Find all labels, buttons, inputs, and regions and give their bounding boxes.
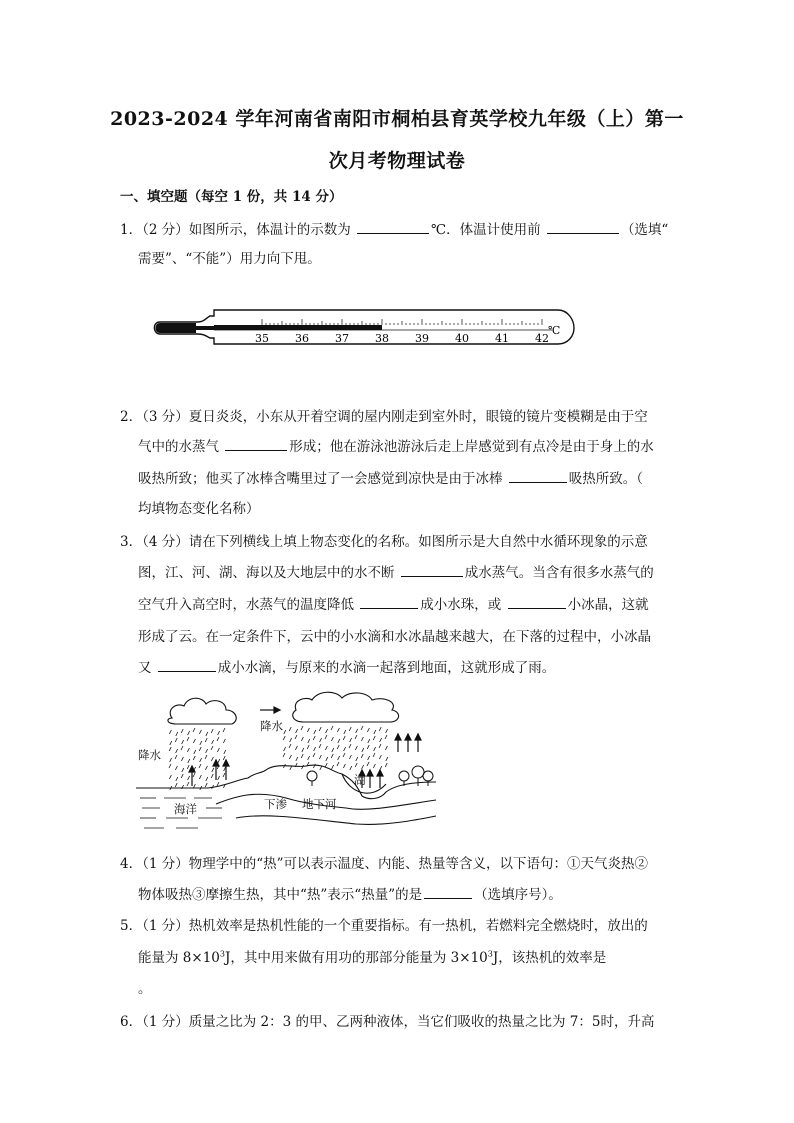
rain-dash — [355, 735, 357, 739]
rain-dash — [385, 763, 387, 767]
rain-dash — [175, 766, 177, 770]
rain-dash — [320, 738, 322, 742]
rain-dash — [373, 736, 375, 740]
q3-line1: 3．（4 分）请在下列横线上填上物态变化的名称。如图所示是大自然中水循环现象的示意 — [120, 534, 648, 550]
q3-text-a: 图，江、河、湖、海以及大地层中的水不断 — [138, 565, 395, 581]
q3-line4: 形成了云。在一定条件下，云中的小水滴和水冰晶越来越大，在下落的过程中，小冰晶 — [138, 629, 651, 645]
rain-dash — [367, 762, 369, 766]
q2-text-d: 吸热所致。（ — [568, 471, 644, 487]
rain-dash — [217, 737, 219, 741]
tick-label: 35 — [255, 332, 269, 345]
rain-dash — [344, 730, 346, 734]
rain-dash — [206, 749, 208, 753]
q5-text-c: J，该热机的效率是 — [492, 950, 607, 966]
rain-dash — [284, 730, 286, 734]
q3-text-b: 成水蒸气。当含有很多水蒸气的 — [464, 565, 654, 581]
rain-dash — [181, 774, 183, 778]
rain-dash — [367, 745, 369, 749]
cloud-top — [293, 692, 399, 722]
q4-blank[interactable] — [424, 884, 472, 899]
rain-dash — [193, 756, 195, 760]
rain-dash — [217, 748, 219, 752]
q6-line1: 6．（1 分）质量之比为 2：3 的甲、乙两种液体，当它们吸收的热量之比为 7：5时，升高 — [120, 1014, 655, 1030]
label-ocean: 海洋 — [174, 802, 197, 816]
rain-dash — [169, 747, 171, 751]
rain-dash — [362, 748, 364, 752]
q3-line2 — [138, 561, 654, 581]
q1-text-a: 1．（2 分）如图所示，体温计的示数为 — [120, 222, 351, 238]
rain-dash — [188, 731, 190, 735]
q3-text-f: 又 — [138, 660, 152, 676]
rain-dash — [199, 775, 201, 779]
rain-dash — [361, 737, 363, 741]
rain-dash — [386, 729, 388, 733]
rain-dash — [224, 750, 226, 754]
rain-dash — [379, 744, 381, 748]
q3-blank-1[interactable] — [401, 562, 463, 577]
rain-dash — [319, 727, 321, 731]
rain-dash — [283, 753, 285, 757]
rain-dash — [337, 728, 339, 732]
rain-dash — [350, 766, 352, 770]
q3-text-d: 成小水珠，或 — [420, 597, 502, 613]
tick-label: 39 — [415, 332, 429, 345]
q4-text-b: （选填序号）。 — [474, 887, 562, 903]
q2-text-b: 形成；他在游泳池游泳后走上岸感觉到有点冷是由于身上的水 — [289, 439, 654, 455]
thermometer-figure — [148, 308, 578, 350]
rain-dash — [187, 765, 189, 769]
rain-dash — [182, 740, 184, 744]
land-outline — [136, 765, 436, 799]
rain-dash — [187, 782, 189, 786]
q2-text-c: 吸热所致；他买了冰棒含嘴里过了一会感觉到凉快是由于冰棒 — [138, 471, 503, 487]
rain-dash — [181, 729, 183, 733]
rain-dash — [199, 730, 201, 734]
rain-dash — [373, 764, 375, 768]
rain-dash — [301, 726, 303, 730]
rain-dash — [331, 754, 333, 758]
rain-dash — [187, 748, 189, 752]
rain-dash — [218, 731, 220, 735]
rain-dash — [314, 747, 316, 751]
q1-blank-2[interactable] — [547, 219, 619, 234]
tick-label: 36 — [295, 332, 309, 345]
q2-line2 — [138, 435, 654, 455]
rain-dash — [193, 739, 195, 743]
q1-line1 — [120, 218, 668, 238]
rain-dash — [187, 737, 189, 741]
water-cycle-figure — [136, 688, 446, 840]
q2-text-a: 气中的水蒸气 — [138, 439, 219, 455]
rain-dash — [307, 728, 309, 732]
rain-dash — [296, 729, 298, 733]
tick-label: 38 — [375, 332, 389, 345]
rain-left — [169, 728, 226, 790]
rain-dash — [355, 746, 357, 750]
rain-dash — [349, 744, 351, 748]
rain-dash — [211, 774, 213, 778]
rain-dash — [188, 776, 190, 780]
tick-label: 41 — [495, 332, 509, 345]
rain-dash — [296, 757, 298, 761]
q3-line3 — [138, 593, 649, 613]
section-heading: 一、填空题（每空 1 份，共 14 分） — [120, 189, 343, 205]
rain-dash — [290, 738, 292, 742]
rain-dash — [224, 767, 226, 771]
rain-dash — [379, 727, 381, 731]
hill-base — [236, 816, 436, 825]
q1-text-c: （选填“ — [620, 222, 669, 238]
rain-dash — [205, 783, 207, 787]
rain-dash — [176, 777, 178, 781]
rain-dash — [289, 755, 291, 759]
rain-dash — [176, 732, 178, 736]
rain-dash — [320, 766, 322, 770]
rain-dash — [338, 739, 340, 743]
rain-dash — [374, 730, 376, 734]
rain-dash — [386, 757, 388, 761]
rain-dash — [379, 755, 381, 759]
rain-dash — [331, 726, 333, 730]
rain-dash — [212, 740, 214, 744]
rain-dash — [295, 746, 297, 750]
rain-dash — [302, 765, 304, 769]
rain-top — [283, 726, 388, 770]
q2-line4: 均填物态变化名称） — [138, 501, 260, 517]
q1-line2: 需要”、“不能”）用力向下甩。 — [138, 251, 321, 267]
rain-dash — [205, 738, 207, 742]
q5-exp-1: 3 — [219, 949, 225, 959]
label-lake: 湖 — [354, 773, 366, 787]
q1-text-b: ℃．体温计使用前 — [431, 222, 541, 238]
rain-dash — [295, 735, 297, 739]
rain-dash — [361, 754, 363, 758]
tick-label: 42 — [535, 332, 549, 345]
q5-line2 — [138, 946, 606, 966]
rain-dash — [307, 745, 309, 749]
rain-dash — [373, 753, 375, 757]
q3-text-g: 成小水滴，与原来的水滴一起落到地面，这就形成了雨。 — [217, 660, 556, 676]
rain-dash — [313, 753, 315, 757]
q3-text-e: 小冰晶，这就 — [567, 597, 649, 613]
rain-dash — [302, 748, 304, 752]
rain-dash — [289, 744, 291, 748]
rain-dash — [319, 755, 321, 759]
q5-text-a: 能量为 8×10 — [138, 950, 220, 966]
rain-dash — [338, 756, 340, 760]
rain-dash — [374, 747, 376, 751]
rain-dash — [218, 759, 220, 763]
rain-dash — [200, 741, 202, 745]
page-title-line1: 2023-2024 学年河南省南阳市桐柏县育英学校九年级（上）第一 — [110, 108, 684, 130]
rain-dash — [350, 738, 352, 742]
rain-dash — [385, 735, 387, 739]
mercury-column — [214, 325, 382, 330]
rain-dash — [181, 757, 183, 761]
q3-text-c: 空气升入高空时，水蒸气的温度降低 — [138, 597, 354, 613]
rain-dash — [361, 726, 363, 730]
label-rain-top: 降水 — [260, 719, 283, 733]
page-title-line2: 次月考物理试卷 — [328, 150, 466, 172]
thermometer-neck — [194, 326, 214, 330]
rain-dash — [343, 764, 345, 768]
unit-label: ℃ — [548, 324, 561, 337]
q5-text-b: J，其中用来做有用功的那部分能量为 3×10 — [224, 950, 488, 966]
rain-dash — [343, 753, 345, 757]
rain-dash — [331, 737, 333, 741]
rain-dash — [368, 739, 370, 743]
rain-dash — [199, 747, 201, 751]
rain-dash — [344, 747, 346, 751]
rain-dash — [175, 738, 177, 742]
q2-line3 — [138, 467, 643, 487]
q4-line2 — [138, 883, 562, 903]
rain-dash — [362, 765, 364, 769]
rain-dash — [332, 748, 334, 752]
rain-dash — [169, 730, 171, 734]
rain-dash — [290, 766, 292, 770]
rain-dash — [223, 756, 225, 760]
rain-dash — [326, 729, 328, 733]
rain-dash — [349, 727, 351, 731]
thermometer-bulb — [156, 323, 197, 333]
rain-dash — [212, 768, 214, 772]
q4-line1: 4．（1 分）物理学中的“热”可以表示温度、内能、热量等含义，以下语句：①天气炎热② — [120, 856, 649, 872]
rain-dash — [205, 766, 207, 770]
rain-dash — [193, 784, 195, 788]
q4-text-a: 物体吸热③摩擦生热，其中“热”表示“热量”的是 — [138, 887, 423, 903]
rain-dash — [193, 728, 195, 732]
rain-dash — [169, 764, 171, 768]
rain-dash — [313, 736, 315, 740]
q2-blank-1[interactable] — [225, 436, 287, 451]
rain-dash — [176, 749, 178, 753]
rain-dash — [283, 736, 285, 740]
rain-dash — [325, 746, 327, 750]
rain-dash — [193, 773, 195, 777]
rain-dash — [182, 768, 184, 772]
rain-dash — [367, 728, 369, 732]
q3-line5 — [138, 656, 555, 676]
rain-dash — [169, 775, 171, 779]
q1-blank-1[interactable] — [357, 219, 429, 234]
rain-dash — [223, 739, 225, 743]
rain-dash — [332, 765, 334, 769]
q2-line1: 2．（3 分）夏日炎炎，小东从开着空调的屋内刚走到室外时，眼镜的镜片变模糊是由于空 — [120, 409, 648, 425]
rain-dash — [211, 757, 213, 761]
rain-dash — [325, 763, 327, 767]
q5-exp-2: 3 — [487, 949, 493, 959]
q5-line3: 。 — [138, 981, 152, 997]
tick-label: 37 — [335, 332, 349, 345]
q5-line1: 5．（1 分）热机效率是热机性能的一个重要指标。有一热机，若燃料完全燃烧时，放出的 — [120, 918, 648, 934]
rain-dash — [211, 746, 213, 750]
rain-dash — [337, 762, 339, 766]
rain-dash — [325, 735, 327, 739]
rain-dash — [223, 773, 225, 777]
rain-dash — [356, 757, 358, 761]
cloud-left — [168, 698, 236, 724]
rain-dash — [284, 747, 286, 751]
rain-dash — [356, 729, 358, 733]
rain-dash — [337, 745, 339, 749]
rain-dash — [308, 756, 310, 760]
rain-dash — [289, 727, 291, 731]
rain-dash — [301, 754, 303, 758]
rain-dash — [188, 759, 190, 763]
rain-dash — [206, 777, 208, 781]
rain-dash — [205, 755, 207, 759]
rain-dash — [223, 728, 225, 732]
rain-dash — [380, 738, 382, 742]
tick-label: 40 — [455, 332, 469, 345]
rain-dash — [170, 741, 172, 745]
rain-dash — [349, 755, 351, 759]
rain-dash — [319, 744, 321, 748]
rain-dash — [170, 758, 172, 762]
rain-dash — [181, 746, 183, 750]
q3-blank-2[interactable] — [360, 594, 418, 609]
q2-blank-2[interactable] — [509, 468, 567, 483]
rain-dash — [175, 755, 177, 759]
rain-dash — [355, 763, 357, 767]
rain-dash — [218, 776, 220, 780]
label-seep: 下渗 — [264, 797, 287, 811]
rain-dash — [326, 757, 328, 761]
rain-dash — [301, 737, 303, 741]
rain-dash — [211, 729, 213, 733]
q3-blank-4[interactable] — [158, 657, 216, 672]
rain-dash — [385, 746, 387, 750]
rain-dash — [194, 750, 196, 754]
rain-dash — [314, 730, 316, 734]
rain-dash — [217, 782, 219, 786]
label-underground: 地下河 — [302, 797, 337, 811]
rain-dash — [308, 739, 310, 743]
label-rain-left: 降水 — [138, 748, 161, 762]
rain-dash — [206, 732, 208, 736]
rain-dash — [175, 783, 177, 787]
rain-dash — [343, 736, 345, 740]
rain-dash — [368, 756, 370, 760]
rain-dash — [199, 764, 201, 768]
q3-blank-3[interactable] — [508, 594, 566, 609]
rain-dash — [200, 758, 202, 762]
